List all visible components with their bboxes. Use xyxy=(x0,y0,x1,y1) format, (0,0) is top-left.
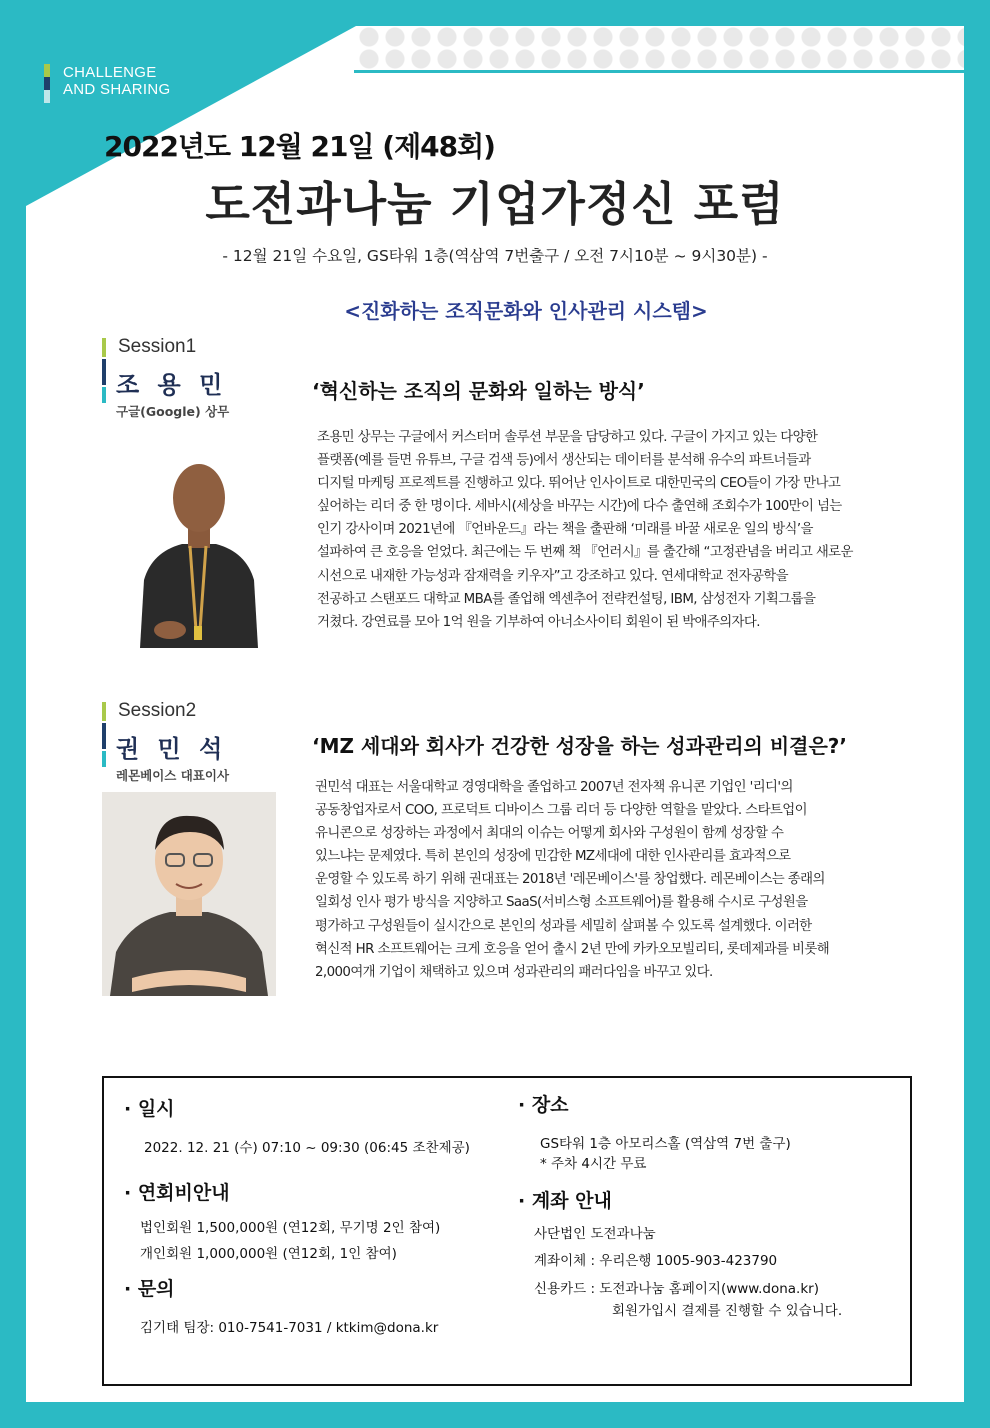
place-heading: · 장소 xyxy=(518,1094,569,1116)
datetime-heading: · 일시 xyxy=(124,1098,175,1120)
content-panel xyxy=(26,26,964,1402)
dot-pattern xyxy=(356,26,964,70)
place-text: GS타워 1층 아모리스홀 (역삼역 7번 출구) xyxy=(540,1136,791,1152)
event-subline: - 12월 21일 수요일, GS타워 1층(역삼역 7번출구 / 오전 7시10분 ~ 9시30분) - xyxy=(222,247,768,265)
bio-line: 있느냐는 문제였다. 특히 본인의 성장에 민감한 MZ세대에 대한 인사관리를 효과적으로 xyxy=(315,849,791,865)
account-card: 신용카드 : 도전과나눔 홈페이지(www.dona.kr) xyxy=(534,1281,819,1297)
bio-line: 설파하여 큰 호응을 얻었다. 최근에는 두 번째 책 『언러시』를 출간해 “고정관념을 버리고 새로운 xyxy=(317,545,853,561)
top-accent-line xyxy=(354,70,964,73)
event-info-box xyxy=(102,1076,912,1386)
tag-color-bars xyxy=(44,64,50,103)
session2-bio xyxy=(315,776,955,984)
contact-heading: · 문의 xyxy=(124,1278,175,1300)
forum-theme: <진화하는 조직문화와 인사관리 시스템> xyxy=(344,299,708,323)
tagline-line2: AND SHARING xyxy=(63,81,171,98)
bio-line: 시선으로 내재한 가능성과 잠재력을 키우자”고 강조하고 있다. 연세대학교 전자공학을 xyxy=(317,568,788,584)
session1-speaker-role: 구글(Google) 상무 xyxy=(116,404,230,419)
bio-line: 2,000여개 기업이 채택하고 있으며 성과관리의 패러다임을 바꾸고 있다. xyxy=(315,964,713,980)
fee-heading: · 연회비안내 xyxy=(124,1182,230,1204)
datetime-text: 2022. 12. 21 (수) 07:10 ~ 09:30 (06:45 조찬제공) xyxy=(144,1140,470,1156)
bio-line: 평가하고 구성원들이 실시간으로 본인의 성과를 세밀히 살펴볼 수 있도록 설계했다. 이러한 xyxy=(315,918,812,934)
session1-talk-title: ‘혁신하는 조직의 문화와 일하는 방식’ xyxy=(312,379,645,403)
fee-individual: 개인회원 1,000,000원 (연12회, 1인 참여) xyxy=(140,1246,397,1262)
tagline-line1: CHALLENGE xyxy=(63,64,157,81)
bio-line: 플랫폼(예를 들면 유튜브, 구글 검색 등)에서 생산되는 데이터를 분석해 유수의 파트너들과 xyxy=(317,453,811,469)
account-transfer: 계좌이체 : 우리은행 1005-903-423790 xyxy=(534,1253,778,1269)
session1-color-bars xyxy=(102,338,106,405)
parking-note: * 주차 4시간 무료 xyxy=(540,1156,647,1172)
session2-talk-title: ‘MZ 세대와 회사가 건강한 성장을 하는 성과관리의 비결은?’ xyxy=(312,734,847,758)
session2-speaker-name: 권 민 석 xyxy=(116,735,228,763)
forum-title: 도전과나눔 기업가정신 포럼 xyxy=(205,177,785,231)
tagline xyxy=(63,64,170,98)
session2-color-bars xyxy=(102,702,106,769)
bio-line: 유니콘으로 성장하는 과정에서 최대의 이슈는 어떻게 회사와 구성원이 함께 성장할 수 xyxy=(315,826,784,842)
bio-line: 전공하고 스탠포드 대학교 MBA를 졸업해 엑센추어 전략컨설팅, IBM, 삼성전자 기획그룹을 xyxy=(317,591,816,607)
account-org: 사단법인 도전과나눔 xyxy=(534,1226,656,1242)
bio-line: 공동창업자로서 COO, 프로덕트 디바이스 그룹 리더 등 다양한 역할을 맡았다. 스타트업이 xyxy=(315,803,807,819)
session1-label: Session1 xyxy=(118,336,197,357)
bio-line: 권민석 대표는 서울대학교 경영대학을 졸업하고 2007년 전자책 유니콘 기업인 '리디'의 xyxy=(315,780,793,795)
bio-line: 싶어하는 리더 중 한 명이다. 세바시(세상을 바꾸는 시간)에 다수 출연해 조회수가 100만이 넘는 xyxy=(317,499,842,515)
bio-line: 거쳤다. 강연료를 모아 1억 원을 기부하여 아너소사이티 회원이 된 박애주의자다. xyxy=(317,614,760,630)
bio-line: 운영할 수 있도록 하기 위해 권대표는 2018년 '레몬베이스'를 창업했다. 레몬베이스는 종래의 xyxy=(315,872,825,888)
contact-text: 김기태 팀장: 010-7541-7031 / ktkim@dona.kr xyxy=(140,1320,439,1336)
bio-line: 조용민 상무는 구글에서 커스터머 솔루션 부문을 담당하고 있다. 구글이 가지고 있는 다양한 xyxy=(317,430,818,445)
account-card-note: 회원가입시 결제를 진행할 수 있습니다. xyxy=(612,1303,843,1319)
bio-line: 혁신적 HR 소프트웨어는 크게 호응을 얻어 출시 2년 만에 카카오모빌리티, 롯데제과를 비롯해 xyxy=(315,941,830,957)
session1-bio xyxy=(317,426,957,634)
event-date-title: 2022년도 12월 21일 (제48회) xyxy=(104,130,495,163)
session1-speaker-name: 조 용 민 xyxy=(116,371,228,399)
session1-speaker-photo xyxy=(130,440,266,648)
bio-line: 디지털 마케팅 프로젝트를 진행하고 있다. 뛰어난 인사이트로 대한민국의 CEO들이 가장 만나고 xyxy=(317,476,841,492)
bio-line: 인기 강사이며 2021년에 『언바운드』라는 책을 출판해 ‘미래를 바꿀 새로운 일의 방식’을 xyxy=(317,522,813,538)
session2-speaker-photo xyxy=(102,792,276,996)
fee-corporate: 법인회원 1,500,000원 (연12회, 무기명 2인 참여) xyxy=(140,1220,441,1236)
account-heading: · 계좌 안내 xyxy=(518,1190,612,1212)
session2-speaker-role: 레몬베이스 대표이사 xyxy=(116,768,230,783)
bio-line: 일회성 인사 평가 방식을 지양하고 SaaS(서비스형 소프트웨어)를 활용해 수시로 구성원을 xyxy=(315,895,808,911)
session2-label: Session2 xyxy=(118,700,197,721)
